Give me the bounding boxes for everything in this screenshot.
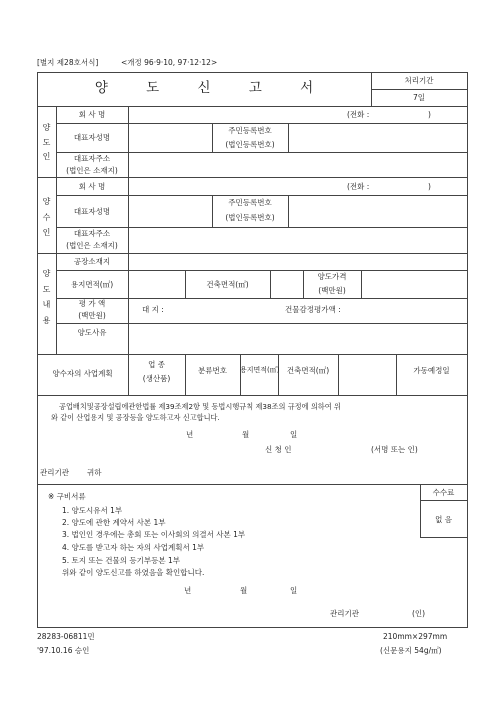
declaration-year: 년 (186, 430, 194, 439)
revision-note: <개정 96·9·10, 97·12·12> (121, 58, 218, 67)
section-line (37, 177, 468, 178)
document-item: 1. 양도시유서 1부 (62, 506, 123, 515)
transferee-section-label: 양 수 인 (42, 197, 51, 237)
building-appraisal-label: 건물감정평가액 : (285, 305, 341, 314)
confirm-year: 년 (184, 586, 192, 595)
section-line (37, 395, 468, 396)
row-line (56, 152, 467, 153)
cell-line (288, 195, 289, 227)
page-title: 양 도 신 고 서 (94, 80, 331, 96)
product-label: (생산품) (142, 374, 171, 383)
fee-mid (420, 500, 467, 501)
section-line (37, 354, 468, 355)
authority-label: 관리기관 (330, 609, 359, 618)
transferee-address-label: 대표자주소 (73, 229, 111, 238)
cell-line (338, 354, 339, 395)
border-right (467, 72, 468, 627)
section-line (37, 253, 468, 254)
transferor-corp-reg-no-label: (법인등록번호) (225, 140, 275, 149)
signature-placeholder: (서명 또는 인) (371, 445, 418, 454)
confirm-month: 월 (240, 586, 248, 595)
document-item: 3. 법인인 경우에는 총회 또는 이사회의 의결서 사본 1부 (62, 530, 246, 539)
transfer-building-area-label: 건축면적(㎡) (206, 280, 249, 289)
fee-bottom (420, 537, 467, 538)
cell-line (270, 270, 271, 298)
authority-seal: (인) (412, 609, 426, 618)
declaration-day: 일 (290, 430, 298, 439)
fee-value: 없 음 (435, 515, 452, 524)
transferor-phone-close: ) (428, 110, 431, 119)
transferor-reg-no-label: 주민등록번호 (228, 126, 272, 135)
cell-line (288, 123, 289, 152)
form-number: [별지 제28호서식] (37, 58, 99, 67)
land-appraisal-label: 대 지 : (142, 305, 164, 314)
transfer-price-unit: (백만원) (318, 286, 346, 295)
border-bottom (37, 627, 468, 628)
cell-line (361, 270, 362, 298)
row-line (56, 323, 467, 324)
transferor-company-label: 회 사 명 (78, 110, 106, 119)
plan-site-area-label: 용지면적(㎡) (240, 366, 280, 374)
row-line (56, 298, 467, 299)
declaration-line-1: 공업배치및공장설립에관한법률 제39조제2항 및 동법시행규칙 제38조의 규정에 의하여 위 (59, 402, 341, 411)
processing-value: 7일 (412, 93, 426, 102)
transferor-address-sub: (법인은 소재지) (66, 166, 118, 175)
section-line (37, 484, 468, 485)
transferee-phone-close: ) (428, 182, 431, 191)
cell-line (185, 354, 186, 395)
declaration-line-2: 와 같이 산업용지 및 공장등을 양도하고자 신고합니다. (51, 413, 220, 422)
transferor-phone-label: (전화 : (347, 110, 370, 119)
business-plan-label: 양수자의 사업계획 (52, 369, 113, 378)
document-item: 2. 양도에 관한 계약서 사본 1부 (62, 518, 166, 527)
required-documents-title: ※ 구비서류 (48, 492, 86, 501)
plan-building-area-label: 건축면적(㎡) (286, 366, 330, 375)
transfer-price-label: 양도가격 (317, 272, 347, 281)
cell-line (396, 354, 397, 395)
row-line (56, 123, 467, 124)
cell-line (240, 354, 241, 395)
document-item: 4. 양도를 받고자 하는 자의 사업계획서 1부 (62, 543, 205, 552)
transferor-address-label: 대표자주소 (73, 154, 111, 163)
document-item: 5. 토지 또는 건물의 등기부등본 1부 (62, 556, 181, 565)
transferee-reg-no-label: 주민등록번호 (228, 198, 272, 207)
appraisal-unit: (백만원) (78, 311, 106, 320)
processing-label: 처리기간 (404, 76, 434, 85)
transferee-company-label: 회 사 명 (78, 182, 106, 191)
border-top (37, 72, 468, 73)
approval-date: '97.10.16 승인 (37, 646, 90, 655)
industry-label: 업 종 (148, 360, 165, 369)
start-date-label: 가동예정일 (413, 366, 450, 375)
transferor-rep-name-label: 대표자성명 (73, 133, 111, 142)
class-number-label: 분류번호 (198, 366, 227, 375)
label-divider (128, 106, 129, 354)
appraisal-label: 평 가 액 (78, 299, 106, 308)
paper-size: 210mm×297mm (383, 632, 448, 641)
confirm-day: 일 (290, 586, 298, 595)
transfer-site-area-label: 용지면적(㎡) (70, 280, 114, 289)
declaration-month: 월 (242, 430, 250, 439)
transferee-corp-reg-no-label: (법인등록번호) (225, 213, 275, 222)
recipient-label: 관리기관 (40, 468, 69, 477)
cell-line (278, 354, 279, 395)
paper-type: (신문용지 54g/㎡) (380, 646, 442, 655)
factory-location-label: 공장소재지 (73, 257, 111, 266)
applicant-label: 신 청 인 (265, 445, 292, 454)
confirmation-text: 위와 같이 양도신고를 하였음을 확인합니다. (62, 568, 205, 577)
recipient-honorific: 귀하 (87, 468, 102, 477)
transferee-address-sub: (법인은 소재지) (66, 241, 118, 250)
title-bottom (37, 106, 468, 107)
form-code: 28283-06811민 (37, 632, 95, 641)
row-line (56, 195, 467, 196)
fee-label: 수수료 (432, 488, 455, 497)
transfer-section-label: 양 도 내 용 (42, 269, 51, 325)
processing-mid (371, 89, 467, 90)
transferor-section-label: 양 도 인 (42, 123, 51, 161)
row-line (56, 227, 467, 228)
transfer-reason-label: 양도사유 (77, 328, 107, 337)
transferee-phone-label: (전화 : (347, 182, 370, 191)
row-line (56, 270, 467, 271)
transferee-rep-name-label: 대표자성명 (73, 207, 111, 216)
